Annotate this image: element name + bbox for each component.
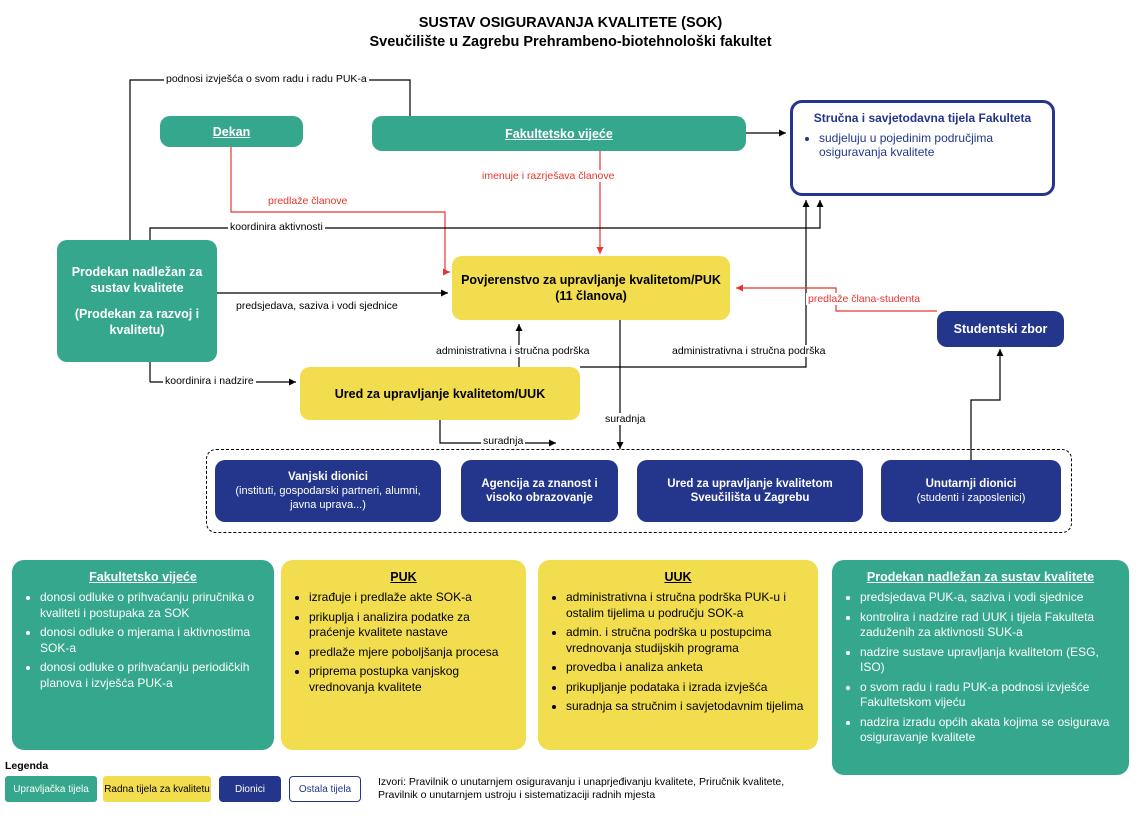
legend-title: Legenda bbox=[5, 760, 49, 772]
edge-label-admin-podrska-1: administrativna i stručna podrška bbox=[436, 345, 590, 357]
panel-puk-header: PUK bbox=[390, 570, 417, 584]
list-item: • admin. i stručna podrška u postupcima vrednovanja studijskih programa bbox=[566, 625, 810, 656]
panel-prodekan bbox=[832, 560, 1129, 775]
node-dekan-label: Dekan bbox=[212, 124, 251, 139]
node-unutarnji-dionici-sub: (studenti i zaposlenici) bbox=[916, 492, 1026, 504]
node-vanjski-dionici-sub: (instituti, gospodarski partneri, alumni, javna uprava...) bbox=[235, 485, 421, 511]
edge-label-koordinira-aktivnosti: koordinira aktivnosti bbox=[230, 221, 323, 233]
panel-uuk bbox=[538, 560, 818, 750]
list-item: • predlaže mjere poboljšanja procesa bbox=[309, 645, 518, 661]
node-strucna-tijela[interactable] bbox=[790, 100, 1055, 196]
node-dekan[interactable] bbox=[160, 116, 303, 147]
list-item: • o svom radu i radu PUK-a podnosi izvješće Fakultetskom vijeću bbox=[860, 680, 1121, 711]
list-item: • provedba i analiza anketa bbox=[566, 660, 810, 676]
node-azvo[interactable] bbox=[461, 460, 618, 522]
node-uuk-sveucilista[interactable] bbox=[637, 460, 863, 522]
node-puk-line-2: (11 članova) bbox=[555, 289, 627, 303]
list-item: • prikuplja i analizira podatke za praćenje kvalitete nastave bbox=[309, 610, 518, 641]
edge-label-predlaze-clanove: predlaže članove bbox=[268, 195, 348, 207]
list-item: • izrađuje i predlaže akte SOK-a bbox=[309, 590, 518, 606]
edge-label-admin-podrska-2: administrativna i stručna podrška bbox=[672, 345, 826, 357]
panel-prodekan-list bbox=[840, 590, 1121, 746]
node-fakultetsko-vijece[interactable] bbox=[372, 116, 746, 151]
title-line-2: Sveučilište u Zagrebu Prehrambeno-biotehnološki fakultet bbox=[369, 34, 772, 50]
node-uuk-sveucilista-title: Ured za upravljanje kvalitetom Sveučilišta u Zagrebu bbox=[667, 478, 833, 504]
edge-label-koordinira-nadzire: koordinira i nadzire bbox=[165, 375, 254, 387]
node-uuk[interactable] bbox=[300, 367, 580, 420]
node-prodekan-line-2: (Prodekan za razvoj i kvalitetu) bbox=[74, 307, 200, 337]
node-prodekan[interactable] bbox=[57, 240, 217, 362]
edge-label-imenuje-razrjesava: imenuje i razrješava članove bbox=[482, 170, 615, 182]
edge-label-predsjedava: predsjedava, saziva i vodi sjednice bbox=[236, 300, 398, 312]
list-item: • nadzira izradu općih akata kojima se osigurava osiguravanje kvalitete bbox=[860, 715, 1121, 746]
list-item: • donosi odluke o prihvaćanju priručnika o kvaliteti i postupaka za SOK bbox=[40, 590, 266, 621]
list-item: • kontrolira i nadzire rad UUK i tijela Fakulteta zaduženih za aktivnosti SUK-a bbox=[860, 610, 1121, 641]
node-prodekan-line-1: Prodekan nadležan za sustav kvalitete bbox=[71, 265, 203, 295]
panel-fakultetsko-vijece bbox=[12, 560, 274, 750]
panel-puk bbox=[281, 560, 526, 750]
legend-item-radna-tijela: Radna tijela za kvalitetu bbox=[103, 776, 211, 802]
node-azvo-title: Agencija za znanost i visoko obrazovanje bbox=[481, 478, 598, 504]
list-item: • suradnja sa stručnim i savjetodavnim tijelima bbox=[566, 699, 810, 715]
legend-item-upravljacka-tijela: Upravljačka tijela bbox=[5, 776, 97, 802]
node-strucna-tijela-bullets bbox=[803, 131, 1042, 159]
list-item: • nadzire sustave upravljanja kvalitetom (ESG, ISO) bbox=[860, 645, 1121, 676]
legend-item-dionici: Dionici bbox=[219, 776, 281, 802]
list-item: • sudjeluju u pojedinim područjima osiguravanja kvalitete bbox=[819, 131, 1042, 159]
edge-label-suradnja-1: suradnja bbox=[483, 435, 524, 447]
legend-item-ostala-tijela: Ostala tijela bbox=[289, 776, 361, 802]
edge-label-predlaze-clana-studenta: predlaže člana-studenta bbox=[808, 293, 921, 305]
node-puk[interactable] bbox=[452, 256, 730, 320]
node-unutarnji-dionici[interactable] bbox=[881, 460, 1061, 522]
sources-note: Izvori: Pravilnik o unutarnjem osiguravanju i unaprjeđivanju kvalitete, Priručnik kvalitete, Pravilnik o unutarnjem ustroju i sistematizaciji radnih mjesta bbox=[378, 776, 785, 801]
node-puk-line-1: Povjerenstvo za upravljanje kvalitetom/PUK bbox=[461, 273, 721, 287]
panel-prodekan-header: Prodekan nadležan za sustav kvalitete bbox=[866, 570, 1095, 584]
list-item: • prikupljanje podataka i izrada izvješća bbox=[566, 680, 810, 696]
list-item: • administrativna i stručna podrška PUK-u i ostalim tijelima u području SOK-a bbox=[566, 590, 810, 621]
node-vanjski-dionici[interactable] bbox=[215, 460, 441, 522]
list-item: • predsjedava PUK-a, saziva i vodi sjednice bbox=[860, 590, 1121, 606]
panel-puk-list bbox=[289, 590, 518, 695]
list-item: • donosi odluke o prihvaćanju periodičkih planova i izvješća PUK-a bbox=[40, 660, 266, 691]
panel-uuk-header: UUK bbox=[664, 570, 692, 584]
panel-fakultetsko-vijece-header: Fakultetsko vijeće bbox=[89, 570, 197, 584]
edge-label-podnosi-izvjesca: podnosi izvješća o svom radu i radu PUK-a bbox=[166, 73, 367, 85]
node-strucna-tijela-header: Stručna i savjetodavna tijela Fakulteta bbox=[813, 111, 1032, 125]
edge-label-suradnja-2: suradnja bbox=[605, 413, 646, 425]
panel-uuk-list bbox=[546, 590, 810, 715]
node-studentski-zbor[interactable] bbox=[937, 311, 1064, 347]
title-line-1: SUSTAV OSIGURAVANJA KVALITETE (SOK) bbox=[418, 15, 723, 31]
node-fakultetsko-vijece-label: Fakultetsko vijeće bbox=[505, 126, 613, 141]
node-unutarnji-dionici-title: Unutarnji dionici bbox=[925, 478, 1017, 490]
page-title bbox=[0, 14, 1141, 52]
panel-fakultetsko-vijece-list bbox=[20, 590, 266, 691]
list-item: • donosi odluke o mjerama i aktivnostima SOK-a bbox=[40, 625, 266, 656]
list-item: • priprema postupka vanjskog vrednovanja kvalitete bbox=[309, 664, 518, 695]
node-studentski-zbor-label: Studentski zbor bbox=[953, 322, 1048, 336]
node-vanjski-dionici-title: Vanjski dionici bbox=[288, 471, 368, 483]
node-uuk-label: Ured za upravljanje kvalitetom/UUK bbox=[334, 386, 546, 401]
